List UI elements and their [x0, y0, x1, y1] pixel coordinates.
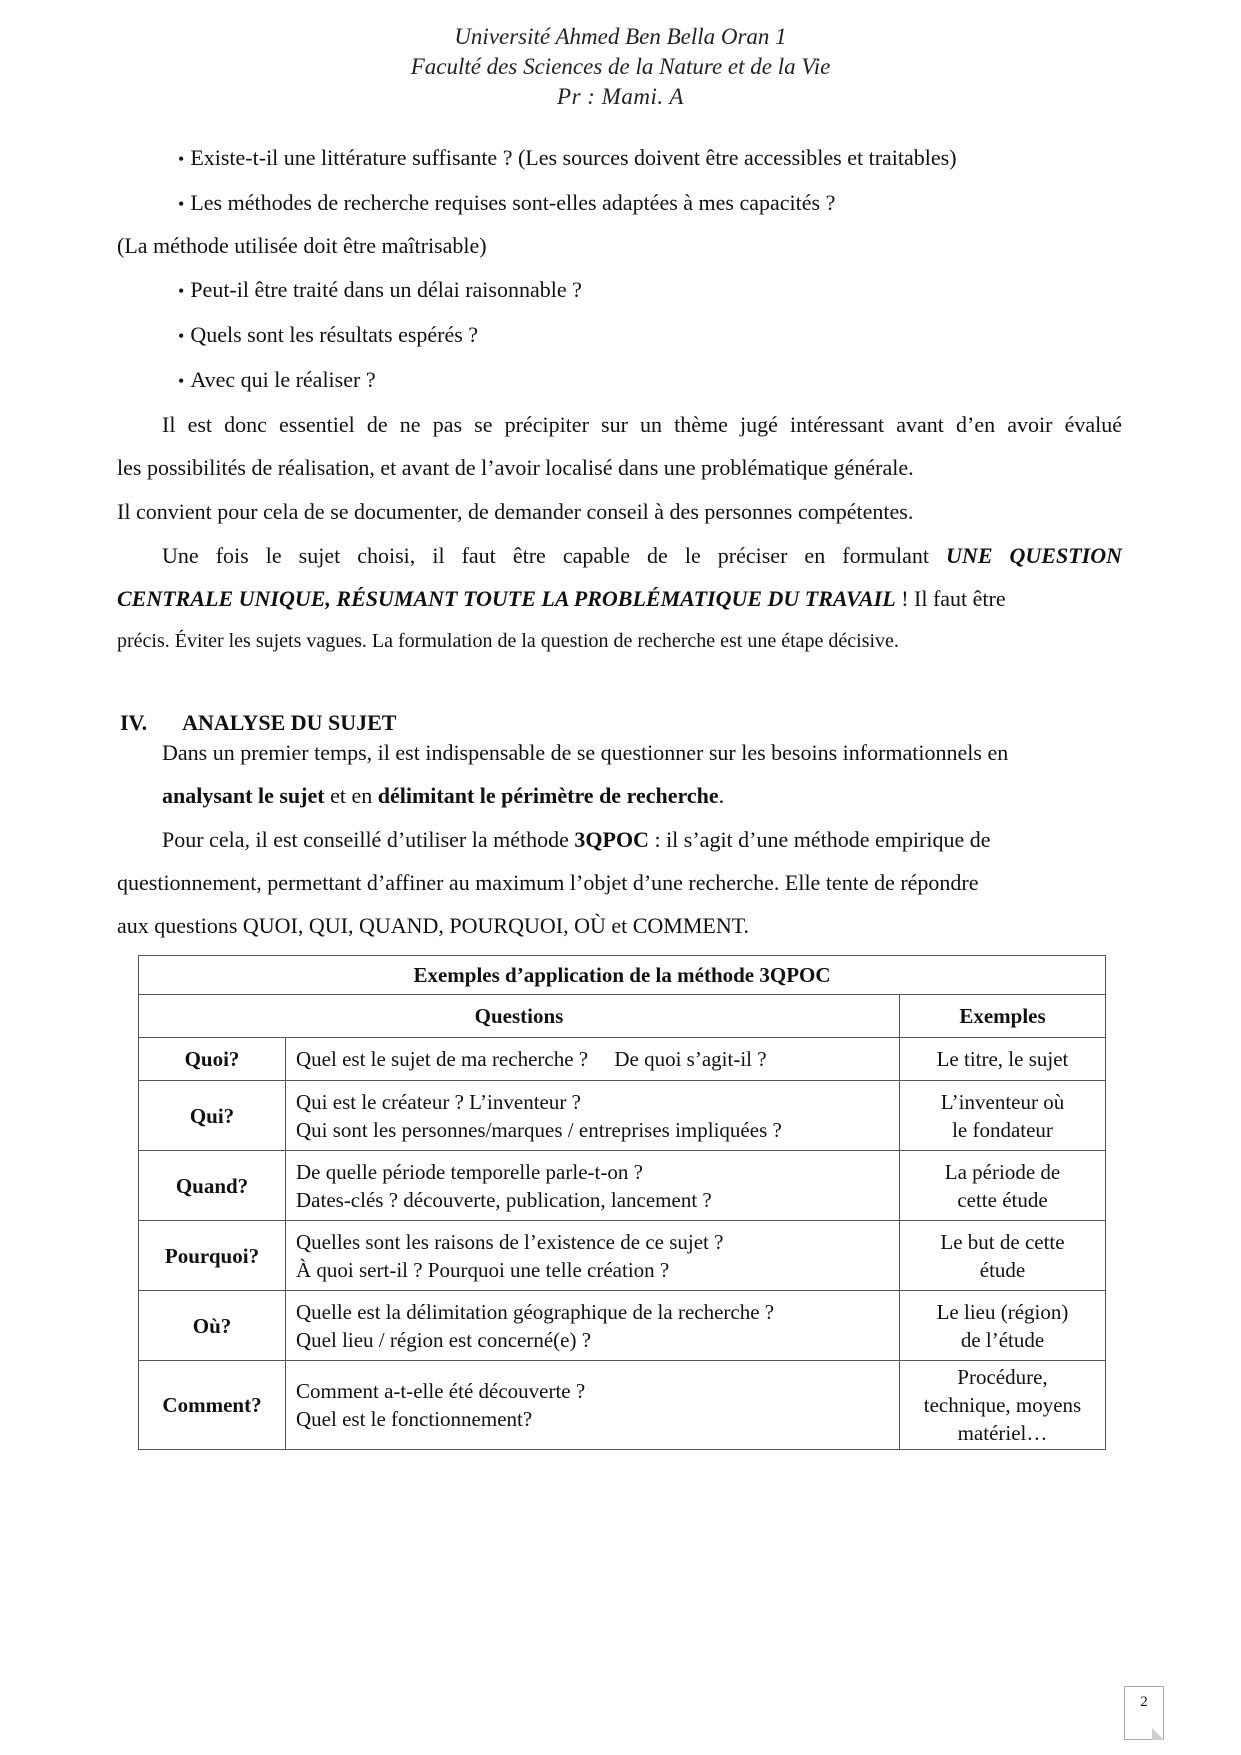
example-line: matériel…	[957, 1421, 1048, 1445]
question-text	[286, 1291, 900, 1361]
question-line: À quoi sert-il ? Pourquoi une telle création ?	[296, 1257, 670, 1282]
question-line: Quel est le fonctionnement?	[296, 1407, 533, 1431]
section-heading	[120, 710, 397, 736]
paragraph-line	[117, 586, 1006, 612]
paragraph-text: : il s’agit d’une méthode empirique de	[648, 827, 991, 852]
paragraph-line: les possibilités de réalisation, et avant de l’avoir localisé dans une problématique générale.	[117, 455, 914, 480]
question-text	[286, 1081, 900, 1151]
example-text	[900, 1291, 1106, 1361]
page-number-box	[1124, 1686, 1164, 1740]
table-row	[139, 1151, 1106, 1221]
paragraph-line	[162, 783, 724, 809]
example-line: de l’étude	[960, 1327, 1045, 1352]
column-header-questions: Questions	[139, 995, 900, 1038]
bullet-item: • Peut-il être traité dans un délai raisonnable ?	[178, 277, 582, 303]
bullet-item: • Quels sont les résultats espérés ?	[178, 322, 478, 348]
table-title: Exemples d’application de la méthode 3QPOC	[139, 956, 1106, 995]
paragraph-line: précis. Éviter les sujets vagues. La formulation de la question de recherche est une étape décisive.	[117, 630, 899, 652]
question-text	[286, 1038, 900, 1081]
section-number: IV.	[120, 710, 148, 735]
section-title: ANALYSE DU SUJET	[182, 710, 397, 735]
table-title-row	[139, 956, 1106, 995]
table-row	[139, 1038, 1106, 1081]
table-row	[139, 1361, 1106, 1450]
question-label: Qui?	[139, 1081, 286, 1151]
emphasis-text: CENTRALE UNIQUE, RÉSUMANT TOUTE LA PROBLÉMATIQUE DU TRAVAIL	[117, 586, 896, 611]
question-line: Quelle est la délimitation géographique de la recherche ?	[296, 1299, 775, 1324]
paragraph-line: aux questions QUOI, QUI, QUAND, POURQUOI, OÙ et COMMENT.	[117, 913, 750, 938]
question-label: Où?	[139, 1291, 286, 1361]
example-text	[900, 1081, 1106, 1151]
paragraph-text: Une fois le sujet choisi, il faut être capable de le préciser en formulant	[162, 543, 929, 568]
question-line: Dates-clés ? découverte, publication, lancement ?	[296, 1187, 712, 1212]
example-line: cette étude	[957, 1187, 1048, 1212]
author-name: Pr : Mami. A	[557, 84, 684, 109]
table-row	[139, 1291, 1106, 1361]
column-header-examples: Exemples	[900, 995, 1106, 1038]
example-line: L’inventeur où	[940, 1089, 1065, 1114]
question-line: Quel lieu / région est concerné(e) ?	[296, 1327, 592, 1352]
question-label: Quoi?	[139, 1038, 286, 1081]
paragraph-line: Dans un premier temps, il est indispensable de se questionner sur les besoins informationnels en	[162, 740, 1009, 765]
paragraph-text: .	[718, 783, 725, 808]
paragraph-text: Pour cela, il est conseillé d’utiliser la méthode	[162, 827, 575, 852]
bullet-item: • Avec qui le réaliser ?	[178, 367, 376, 393]
table-row	[139, 1221, 1106, 1291]
example-line: La période de	[944, 1159, 1061, 1184]
example-line: le fondateur	[952, 1117, 1053, 1142]
question-text	[286, 1221, 900, 1291]
paragraph-line	[117, 412, 1122, 438]
paragraph-line: questionnement, permettant d’affiner au maximum l’objet d’une recherche. Elle tente de répondre	[117, 870, 979, 895]
paragraph-text: ! Il faut être	[895, 586, 1006, 611]
bold-text: 3QPOC	[574, 827, 649, 852]
example-line: Procédure,	[957, 1365, 1048, 1389]
faculty-name: Faculté des Sciences de la Nature et de la Vie	[410, 54, 831, 79]
question-label: Quand?	[139, 1151, 286, 1221]
bullet-item: • Les méthodes de recherche requises sont-elles adaptées à mes capacités ?	[178, 190, 835, 216]
question-line: De quelle période temporelle parle-t-on ?	[296, 1159, 643, 1184]
bullet-item: • Existe-t-il une littérature suffisante ? (Les sources doivent être accessibles et traitables)	[178, 145, 957, 171]
page-number: 2	[1140, 1694, 1148, 1710]
question-line: Comment a-t-elle été découverte ?	[296, 1379, 586, 1403]
table-row	[139, 1081, 1106, 1151]
question-line: Qui sont les personnes/marques / entreprises impliquées ?	[296, 1117, 782, 1142]
example-line: technique, moyens	[923, 1393, 1082, 1417]
example-text	[900, 1151, 1106, 1221]
paragraph-text: et en	[324, 783, 378, 808]
paragraph-line	[117, 543, 1122, 569]
example-text	[900, 1361, 1106, 1450]
question-line: Quel est le sujet de ma recherche ? De quoi s’agit-il ?	[296, 1047, 767, 1071]
question-line: Qui est le créateur ? L’inventeur ?	[296, 1089, 581, 1114]
3qpoc-table	[138, 955, 1106, 1450]
question-text	[286, 1151, 900, 1221]
question-line: Quelles sont les raisons de l’existence de ce sujet ?	[296, 1229, 724, 1254]
page-header	[0, 22, 1241, 112]
paragraph-line: Il convient pour cela de se documenter, de demander conseil à des personnes compétentes.	[117, 499, 914, 524]
university-name: Université Ahmed Ben Bella Oran 1	[454, 24, 787, 49]
paragraph-line	[162, 827, 990, 853]
question-text	[286, 1361, 900, 1450]
example-line: étude	[979, 1257, 1026, 1282]
question-label: Pourquoi?	[139, 1221, 286, 1291]
example-line: Le but de cette	[940, 1229, 1065, 1254]
emphasis-text: UNE QUESTION	[946, 543, 1122, 568]
bold-text: analysant le sujet	[162, 783, 325, 808]
example-line: Le lieu (région)	[936, 1299, 1069, 1324]
method-note: (La méthode utilisée doit être maîtrisable)	[117, 233, 487, 258]
page-curl-icon	[1152, 1728, 1164, 1740]
example-text	[900, 1221, 1106, 1291]
question-label: Comment?	[139, 1361, 286, 1450]
table-header-row	[139, 995, 1106, 1038]
example-text: Le titre, le sujet	[900, 1038, 1106, 1081]
paragraph-text: Il est donc essentiel de ne pas se précipiter sur un thème jugé intéressant avant d’en avoir évalué	[162, 412, 1122, 437]
bold-text: délimitant le périmètre de recherche	[377, 783, 719, 808]
